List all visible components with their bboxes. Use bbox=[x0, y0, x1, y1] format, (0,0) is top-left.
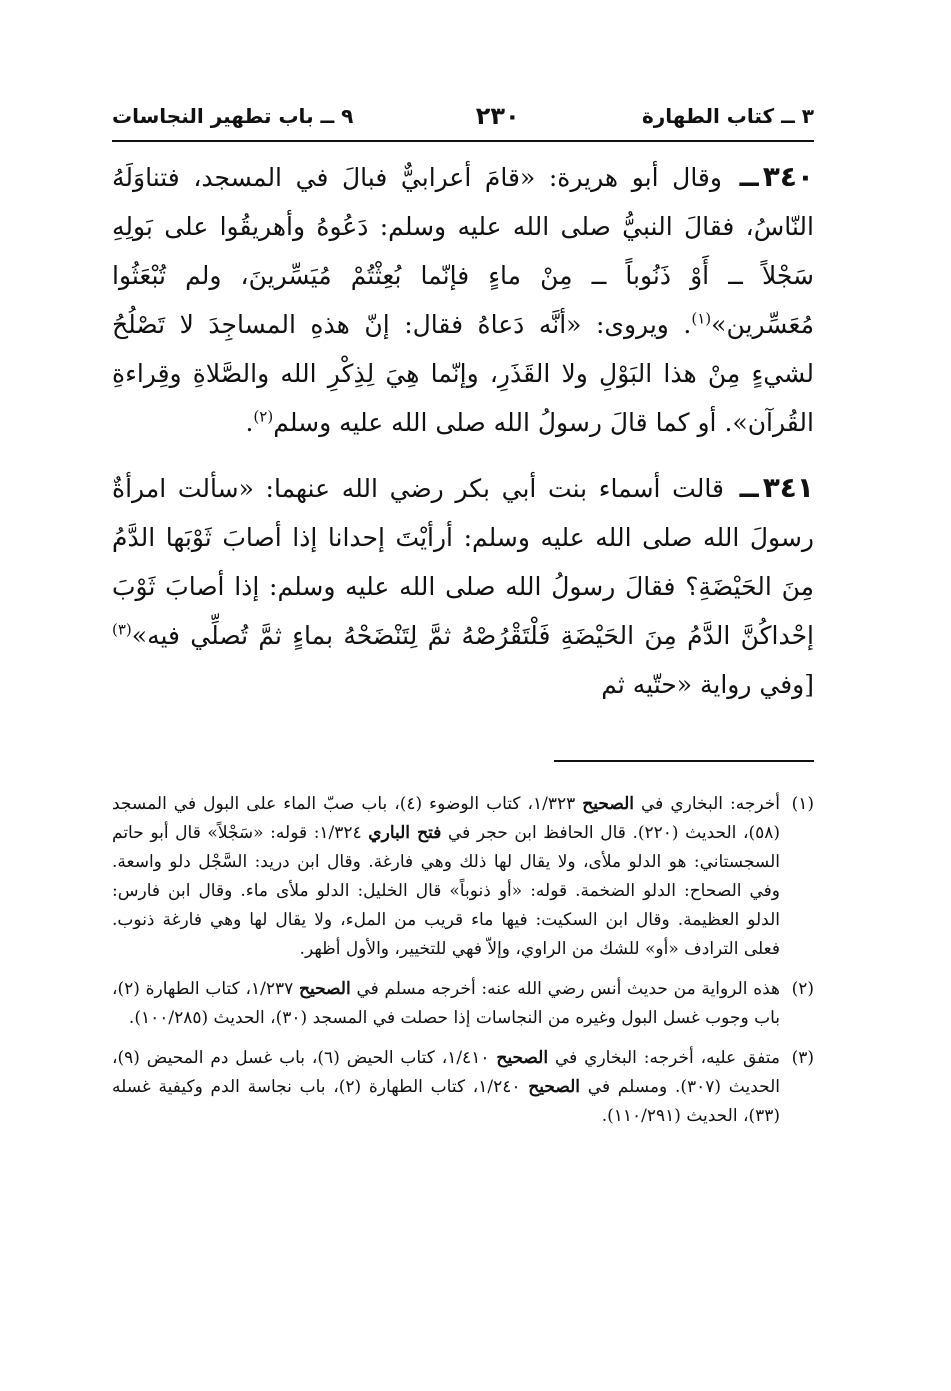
hadith-text: قالت أسماء بنت أبي بكر رضي الله عنهما: «سألت امرأةٌ رسولَ الله صلى الله عليه وسلم: أرأيْتَ إحدانا إذا أصابَ ثَوْبَها الدَّمُ مِنَ الحَيْضَةِ؟ فقالَ رسولُ الله صلى الله عليه وسلم: إذا أصابَ ثَوْبَ إحْداكُنَّ الدَّمُ مِنَ الحَيْضَةِ فَلْتَقْرُصْهُ ثمَّ لِتَنْضَحْهُ بماءٍ ثمَّ تُصلِّي فيه» bbox=[112, 474, 814, 650]
chapter-title: ٣ ــ كتاب الطهارة bbox=[641, 104, 814, 128]
hadith-number: ٣٤١ــ bbox=[739, 471, 814, 504]
hadith-text-continued: [وفي رواية «حتّيه ثم bbox=[601, 670, 814, 699]
footnote-2 bbox=[112, 975, 814, 1033]
section-title: ٩ ــ باب تطهير النجاسات bbox=[112, 104, 354, 128]
hadith-text: وقال أبو هريرة: «قامَ أعرابيٌّ فبالَ في المسجد، فتناوَلَهُ النّاسُ، فقالَ النبيُّ صلى الله عليه وسلم: دَعُوهُ وأهريقُوا على بَولِهِ سَجْلاً ــ أَوْ ذَنُوباً ــ مِنْ ماءٍ فإنّما بُعِثْتُمْ مُيَسِّرينَ، ولم تُبْعَثُوا مُعَسِّرين» bbox=[112, 163, 814, 339]
footnote-1 bbox=[112, 790, 814, 964]
page-number: ٢٣٠ bbox=[475, 102, 520, 130]
footnote-separator bbox=[554, 760, 814, 762]
footnote-number: (١) bbox=[791, 794, 814, 814]
footnote-number: (٣) bbox=[791, 1048, 814, 1068]
footnote-3 bbox=[112, 1044, 814, 1131]
footnote-number: (٢) bbox=[791, 979, 814, 999]
book-page bbox=[112, 92, 815, 1126]
running-header bbox=[112, 92, 814, 142]
footnote-marker: (١) bbox=[691, 309, 712, 328]
main-text bbox=[112, 152, 814, 709]
footnote-marker: (٣) bbox=[112, 620, 132, 639]
footnote-text: متفق عليه، أخرجه: البخاري في الصحيح ١/٤١٠، كتاب الحيض (٦)، باب غسل دم المحيض (٩)، الحديث (٣٠٧). ومسلم في الصحيح ١/٢٤٠، كتاب الطهارة (٢)، باب نجاسة الدم وكيفية غسله (٣٣)، الحديث (١١٠/٢٩١). bbox=[112, 1048, 781, 1126]
footnotes bbox=[112, 790, 814, 1142]
hadith-341 bbox=[112, 463, 814, 709]
footnote-text: هذه الرواية من حديث أنس رضي الله عنه: أخرجه مسلم في الصحيح ١/٢٣٧، كتاب الطهارة (٢)، باب وجوب غسل البول وغيره من النجاسات إذا حصلت في المسجد (٣٠)، الحديث (١٠٠/٢٨٥). bbox=[112, 979, 780, 1028]
footnote-text: أخرجه: البخاري في الصحيح ١/٣٢٣، كتاب الوضوء (٤)، باب صبّ الماء على البول في المسجد (٥٨)، الحديث (٢٢٠). قال الحافظ ابن حجر في فتح الباري ١/٣٢٤: قوله: «سَجْلاً» قال أبو حاتم السجستاني: هو الدلو ملأى، ولا يقال لها ذلك وهي فارغة. وقال ابن دريد: السَّجْل دلو واسعة. وفي الصحاح: الدلو الضخمة. قوله: «أو ذنوباً» قال الخليل: الدلو ملأى ماء. وقال ابن فارس: الدلو العظيمة. وقال ابن السكيت: فيها ماء قريب من الملء، ولا يقال لها وهي فارغة ذنوب. فعلى الترادف «أو» للشك من الراوي، وإلاّ فهي للتخيير، والأول أظهر. bbox=[112, 794, 781, 959]
hadith-340: ٣٤٠ــ وقال أبو هريرة: «قامَ أعرابيٌّ فبالَ في المسجد، فتناوَلَهُ النّاسُ، فقالَ النبيُّ صلى الله عليه وسلم: دَعُوهُ وأهريقُوا على بَولِهِ سَجْلاً ــ أَوْ ذَنُوباً ــ مِنْ ماءٍ فإنّما بُعِثْتُمْ مُيَسِّرينَ، ولم تُبْعَثُوا مُعَسِّرين»$^{(١)}$. ويروى: «أنَّه دَعاهُ فقال: إنّ هذهِ المساجِدَ لا تَصْلُحُ لشيءٍ مِنْ هذا البَوْلِ ولا القَذَرِ، وإنّما هِيَ لِذِكْرِ الله والصَّلاةِ وقِراءةِ القُرآن». أو كما قالَ رسولُ الله صلى الله عليه وسلم$^{(٢)}$. bbox=[112, 160, 815, 437]
hadith-number: ٣٤٠ــ bbox=[739, 160, 815, 193]
footnote-marker: (٢) bbox=[253, 407, 274, 426]
hadith-text-continued: . ويروى: «أنَّه دَعاهُ فقال: إنّ هذهِ المساجِدَ لا تَصْلُحُ لشيءٍ مِنْ هذا البَوْلِ ولا القَذَرِ، وإنّما هِيَ لِذِكْرِ الله والصَّلاةِ وقِراءةِ القُرآن». أو كما قالَ رسولُ الله صلى الله عليه وسلم bbox=[112, 310, 814, 437]
